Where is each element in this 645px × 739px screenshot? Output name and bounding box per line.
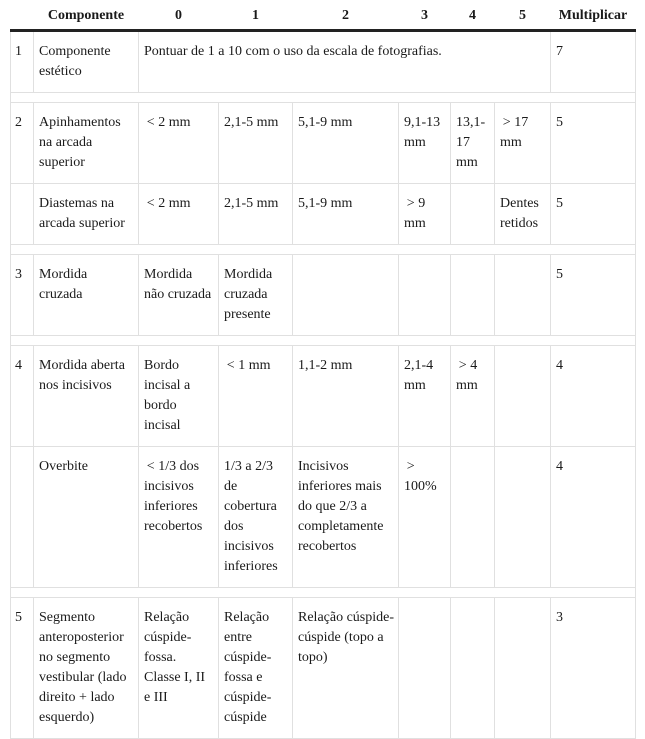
cell-score-4 xyxy=(451,254,495,335)
table-row xyxy=(11,254,636,335)
table-row xyxy=(11,345,636,446)
cell-score-3 xyxy=(399,254,451,335)
cell-score-1: 2,1-5 mm xyxy=(219,102,293,183)
cell-number: 5 xyxy=(11,597,34,738)
cell-score-0: < 2 mm xyxy=(139,183,219,244)
cell-componente: Segmento anteroposterior no segmento vestibular (lado direito + lado esquerdo) xyxy=(34,597,139,738)
cell-multiplicar: 5 xyxy=(551,183,636,244)
header-row xyxy=(11,4,636,30)
cell-score-0: Mordida não cruzada xyxy=(139,254,219,335)
cell-score-1: 2,1-5 mm xyxy=(219,183,293,244)
cell-score-3: > 9 mm xyxy=(399,183,451,244)
cell-multiplicar: 7 xyxy=(551,30,636,92)
table-body xyxy=(11,30,636,738)
cell-componente: Overbite xyxy=(34,446,139,587)
cell-score-0: < 1/3 dos incisivos inferiores recobertos xyxy=(139,446,219,587)
cell-score-5 xyxy=(495,254,551,335)
spacer-cell xyxy=(11,587,636,597)
cell-multiplicar: 4 xyxy=(551,446,636,587)
cell-number: 3 xyxy=(11,254,34,335)
header-score-2: 2 xyxy=(293,4,399,30)
header-number xyxy=(11,4,34,30)
spacer-row xyxy=(11,244,636,254)
cell-score-5 xyxy=(495,345,551,446)
cell-multiplicar: 5 xyxy=(551,102,636,183)
header-score-5: 5 xyxy=(495,4,551,30)
cell-score-5: > 17 mm xyxy=(495,102,551,183)
cell-merged-description: Pontuar de 1 a 10 com o uso da escala de fotografias. xyxy=(139,30,551,92)
cell-score-4 xyxy=(451,446,495,587)
cell-score-4: > 4 mm xyxy=(451,345,495,446)
cell-score-3: > 100% xyxy=(399,446,451,587)
cell-score-4 xyxy=(451,183,495,244)
cell-score-0: Bordo incisal a bordo incisal xyxy=(139,345,219,446)
cell-score-2: 5,1-9 mm xyxy=(293,102,399,183)
cell-score-2 xyxy=(293,254,399,335)
spacer-row xyxy=(11,92,636,102)
spacer-cell xyxy=(11,92,636,102)
cell-score-2: 1,1-2 mm xyxy=(293,345,399,446)
cell-score-1: < 1 mm xyxy=(219,345,293,446)
cell-score-0: Relação cúspide-fossa. Classe I, II e III xyxy=(139,597,219,738)
cell-score-4: 13,1-17 mm xyxy=(451,102,495,183)
spacer-cell xyxy=(11,244,636,254)
cell-multiplicar: 5 xyxy=(551,254,636,335)
cell-multiplicar: 3 xyxy=(551,597,636,738)
cell-number: 1 xyxy=(11,30,34,92)
cell-componente: Mordida cruzada xyxy=(34,254,139,335)
spacer-row xyxy=(11,587,636,597)
cell-componente: Apinhamentos na arcada superior xyxy=(34,102,139,183)
cell-number: 2 xyxy=(11,102,34,183)
cell-score-2: Relação cúspide-cúspide (topo a topo) xyxy=(293,597,399,738)
header-score-0: 0 xyxy=(139,4,219,30)
header-componente: Componente xyxy=(34,4,139,30)
scoring-table xyxy=(10,4,636,739)
cell-multiplicar: 4 xyxy=(551,345,636,446)
cell-score-1: Mordida cruzada presente xyxy=(219,254,293,335)
cell-score-3: 9,1-13 mm xyxy=(399,102,451,183)
cell-score-1: 1/3 a 2/3 de cobertura dos incisivos inferiores xyxy=(219,446,293,587)
spacer-row xyxy=(11,335,636,345)
cell-score-5: Dentes retidos xyxy=(495,183,551,244)
cell-score-1: Relação entre cúspide-fossa e cúspide-cúspide xyxy=(219,597,293,738)
cell-number xyxy=(11,183,34,244)
spacer-cell xyxy=(11,335,636,345)
table-row xyxy=(11,446,636,587)
cell-score-5 xyxy=(495,446,551,587)
cell-number: 4 xyxy=(11,345,34,446)
header-score-3: 3 xyxy=(399,4,451,30)
cell-score-2: 5,1-9 mm xyxy=(293,183,399,244)
cell-componente: Componente estético xyxy=(34,30,139,92)
cell-score-3: 2,1-4 mm xyxy=(399,345,451,446)
table-row xyxy=(11,30,636,92)
cell-componente: Diastemas na arcada superior xyxy=(34,183,139,244)
cell-number xyxy=(11,446,34,587)
cell-score-0: < 2 mm xyxy=(139,102,219,183)
header-score-4: 4 xyxy=(451,4,495,30)
table-row xyxy=(11,102,636,183)
table-row xyxy=(11,183,636,244)
cell-score-2: Incisivos inferiores mais do que 2/3 a completamente recobertos xyxy=(293,446,399,587)
header-score-1: 1 xyxy=(219,4,293,30)
cell-componente: Mordida aberta nos incisivos xyxy=(34,345,139,446)
header-multiplicar: Multiplicar xyxy=(551,4,636,30)
